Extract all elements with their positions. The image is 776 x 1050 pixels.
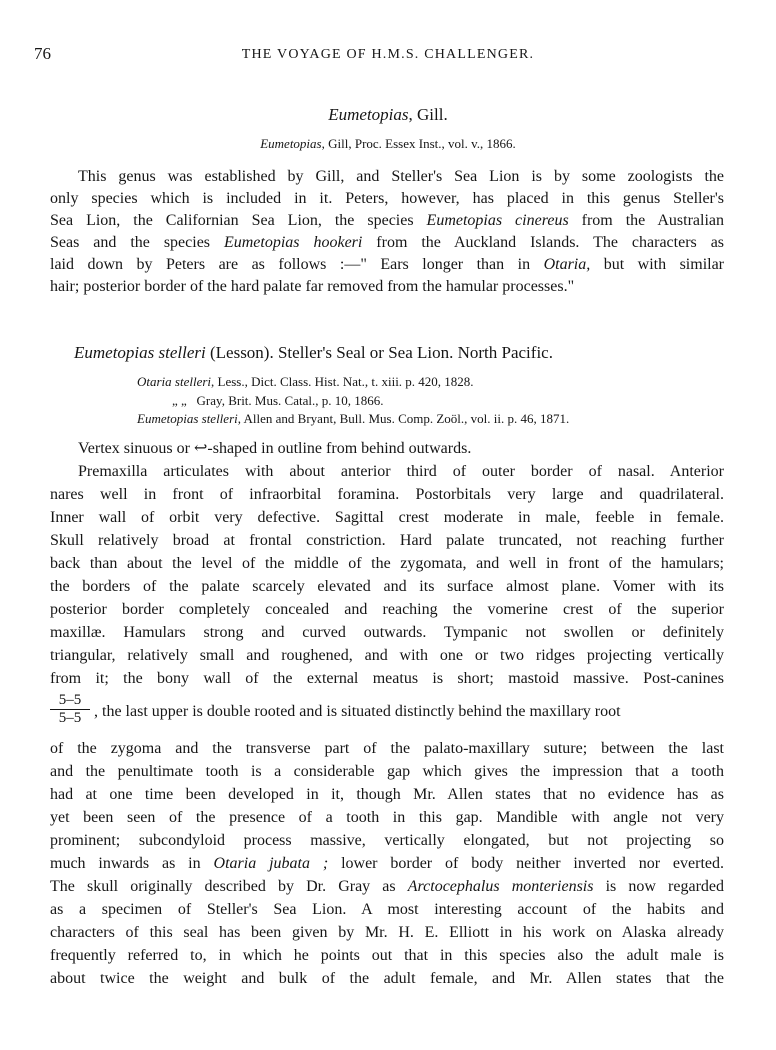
genus-name-inline: Otaria,: [543, 256, 591, 273]
text-line: [50, 232, 724, 254]
text-line: Premaxilla articulates with about anterior third of outer border of nasal. Anterior: [78, 463, 724, 480]
text-line: [50, 210, 724, 232]
text-line: frequently referred to, in which he points out that in this species also the adult male is: [50, 947, 724, 964]
species-name: Eumetopias stelleri: [74, 343, 206, 362]
synonym-citation: , Allen and Bryant, Bull. Mus. Comp. Zoöl., vol. ii. p. 46, 1871.: [237, 411, 570, 426]
text-line: [50, 853, 724, 875]
genus-reference: [0, 136, 776, 152]
synonym-citation: , Less., Dict. Class. Hist. Nat., t. xiii. p. 420, 1828.: [211, 374, 474, 389]
text-line: about twice the weight and bulk of the adult female, and Mr. Allen states that the: [50, 970, 724, 987]
species-name: Eumetopias hookeri: [223, 234, 363, 251]
text-line: maxillæ. Hamulars strong and curved outwards. Tympanic not swollen or definitely: [50, 624, 724, 641]
text-line: Inner wall of orbit very defective. Sagittal crest moderate in male, feeble in female.: [50, 509, 724, 526]
text-line: [50, 876, 724, 898]
text-span: but with similar: [603, 256, 724, 273]
species-heading: [74, 343, 553, 363]
ditto-marks: „ „: [172, 393, 187, 408]
synonym-name: Otaria stelleri: [137, 374, 212, 389]
genus-name: Eumetopias: [328, 105, 409, 124]
text-line: back than about the level of the middle of the zygomata, and well in front of the hamulars;: [50, 555, 724, 572]
text-line: prominent; subcondyloid process massive, vertically elongated, but not projecting so: [50, 832, 724, 849]
running-title: THE VOYAGE OF H.M.S. CHALLENGER.: [241, 47, 535, 62]
species-name: Arctocephalus monteriensis: [407, 878, 594, 895]
text-span: is now regarded: [605, 878, 724, 895]
synonym-line: [137, 374, 474, 390]
page-number: 76: [34, 44, 51, 63]
synonym-line: [137, 411, 569, 427]
text-line: posterior border completely concealed and reaching the vomerine crest of the superior: [50, 601, 724, 618]
text-line: [50, 254, 724, 276]
text-line: characters of this seal has been given by Mr. H. E. Elliott in his work on Alaska already: [50, 924, 724, 941]
genus-ref-name: Eumetopias: [260, 136, 322, 151]
text-line: This genus was established by Gill, and Steller's Sea Lion is by some zoologists the: [78, 168, 724, 185]
genus-author: , Gill.: [408, 105, 448, 124]
text-line: hair; posterior border of the hard palate far removed from the hamular processes.": [50, 278, 575, 295]
text-line: and the penultimate tooth is a considerable gap which gives the impression that a tooth: [50, 763, 724, 780]
text-line: from it; the bony wall of the external meatus is short; mastoid massive. Post-canines: [50, 670, 724, 687]
formula-denominator: 5–5: [58, 710, 82, 726]
text-line: only species which is included in it. Peters, however, has placed in this genus Steller's: [50, 190, 724, 207]
synonym-name: Eumetopias stelleri: [137, 411, 238, 426]
text-line: nares well in front of infraorbital foramina. Postorbitals very large and quadrilateral.: [50, 486, 724, 503]
text-line: the borders of the palate scarcely elevated and its surface almost plane. Vomer with its: [50, 578, 724, 595]
sinuous-shape-glyph: ↩: [193, 440, 208, 457]
text-span: Vertex sinuous or: [78, 440, 190, 457]
text-line: as a specimen of Steller's Sea Lion. A most interesting account of the habits and: [50, 901, 724, 918]
species-common: (Lesson). Steller's Seal or Sea Lion. North Pacific.: [205, 343, 553, 362]
dental-formula: [50, 692, 90, 727]
text-line: had at one time been developed in it, though Mr. Allen states that no evidence has as: [50, 786, 724, 803]
page-header: [24, 44, 752, 68]
text-span: much inwards as in: [50, 855, 201, 872]
genus-ref-citation: , Gill, Proc. Essex Inst., vol. v., 1866.: [321, 136, 516, 151]
synonym-line: [172, 393, 383, 409]
text-line: , the last upper is double rooted and is situated distinctly behind the maxillary root: [94, 703, 621, 720]
text-span: The skull originally described by Dr. Gray as: [50, 878, 396, 895]
text-span: -shaped in outline from behind outwards.: [207, 440, 472, 457]
text-span: Sea Lion, the Californian Sea Lion, the species: [50, 212, 414, 229]
text-line: triangular, relatively small and roughened, and with one or two ridges projecting vertically: [50, 647, 724, 664]
species-name: Otaria jubata ;: [213, 855, 329, 872]
synonym-citation: Gray, Brit. Mus. Catal., p. 10, 1866.: [196, 393, 384, 408]
text-line: Skull relatively broad at frontal constriction. Hard palate truncated, not reaching further: [50, 532, 724, 549]
text-span: lower border of body neither inverted nor everted.: [341, 855, 724, 872]
text-line: yet been seen of the presence of a tooth in this gap. Mandible with angle not very: [50, 809, 724, 826]
text-span: laid down by Peters are as follows :—" Ears longer than in: [50, 256, 531, 273]
text-span: from the Auckland Islands. The characters as: [376, 234, 724, 251]
text-line: [78, 438, 752, 460]
text-span: from the Australian: [581, 212, 724, 229]
formula-numerator: 5–5: [50, 692, 90, 710]
text-line: of the zygoma and the transverse part of the palato-maxillary suture; between the last: [50, 740, 724, 757]
text-span: Seas and the species: [50, 234, 211, 251]
species-name: Eumetopias cinereus: [426, 212, 569, 229]
genus-heading: [0, 105, 776, 125]
